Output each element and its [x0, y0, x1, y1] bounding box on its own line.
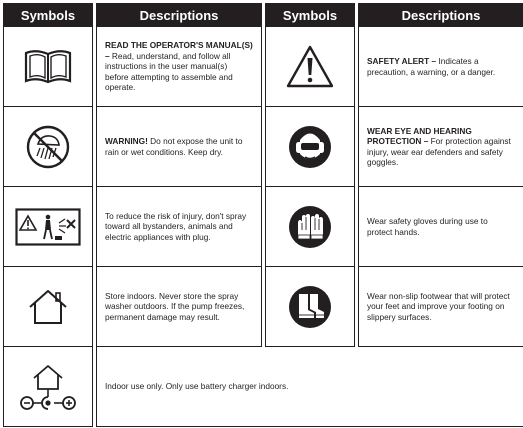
- symbol-cell: [265, 187, 355, 267]
- description-text: Wear non-slip footwear that will protect your feet and improve your footing on slippery surfaces.: [367, 290, 510, 322]
- description-cell: [358, 27, 523, 107]
- symbol-cell: [265, 267, 355, 347]
- header-symbols-right: Symbols: [265, 3, 355, 27]
- header-descriptions-right: Descriptions: [358, 3, 523, 27]
- operator-manual-book-icon: [22, 47, 74, 87]
- description-cell: [358, 267, 523, 347]
- no-spray-at-people-icon: [15, 208, 81, 246]
- symbol-cell: [3, 267, 93, 347]
- description-text: Store indoors. Never store the spray washer outdoors. If the pump freezes, permanent damage may result.: [105, 290, 245, 322]
- symbol-cell: [265, 107, 355, 187]
- non-slip-boots-icon: [287, 284, 333, 330]
- description-cell: [358, 107, 523, 187]
- description-text: Indoor use only. Only use battery charger indoors.: [105, 381, 289, 392]
- description-text: To reduce the risk of injury, don't spray toward all bystanders, animals and electric appliances with plug.: [105, 210, 247, 242]
- description-cell: [96, 187, 262, 267]
- description-cell: [96, 107, 262, 187]
- symbol-cell: [265, 27, 355, 107]
- description-text: Wear safety gloves during use to protect hands.: [367, 216, 488, 237]
- description-bold: SAFETY ALERT –: [367, 56, 437, 67]
- description-text: Indicates a precaution, a warning, or a danger.: [367, 56, 496, 77]
- eye-hearing-protection-icon: [287, 124, 333, 170]
- safety-alert-triangle-icon: [285, 44, 335, 90]
- symbol-cell: [3, 27, 93, 107]
- house-indoor-storage-icon: [26, 287, 70, 327]
- description-bold: WARNING!: [105, 136, 148, 147]
- description-text: Read, understand, and follow all instructions in the user manual(s) before attempting to assemble and operate.: [105, 50, 233, 93]
- description-text: Do not expose the unit to rain or wet conditions. Keep dry.: [105, 136, 243, 157]
- description-cell: [96, 27, 262, 107]
- symbol-cell: [3, 107, 93, 187]
- description-cell: [96, 347, 523, 427]
- symbol-cell: [3, 347, 93, 427]
- description-cell: [358, 187, 523, 267]
- header-descriptions-left: Descriptions: [96, 3, 262, 27]
- description-bold: READ THE OPERATOR'S MANUAL(S) –: [105, 40, 253, 61]
- symbols-table: [3, 3, 521, 426]
- description-text: For protection against injury, wear ear defenders and safety goggles.: [367, 136, 511, 167]
- header-symbols-left: Symbols: [3, 3, 93, 27]
- symbol-cell: [3, 187, 93, 267]
- description-cell: [96, 267, 262, 347]
- description-bold: WEAR EYE AND HEARING PROTECTION –: [367, 125, 472, 147]
- no-rain-icon: [25, 124, 71, 170]
- safety-gloves-icon: [287, 204, 333, 250]
- indoor-battery-charger-icon: [16, 362, 80, 412]
